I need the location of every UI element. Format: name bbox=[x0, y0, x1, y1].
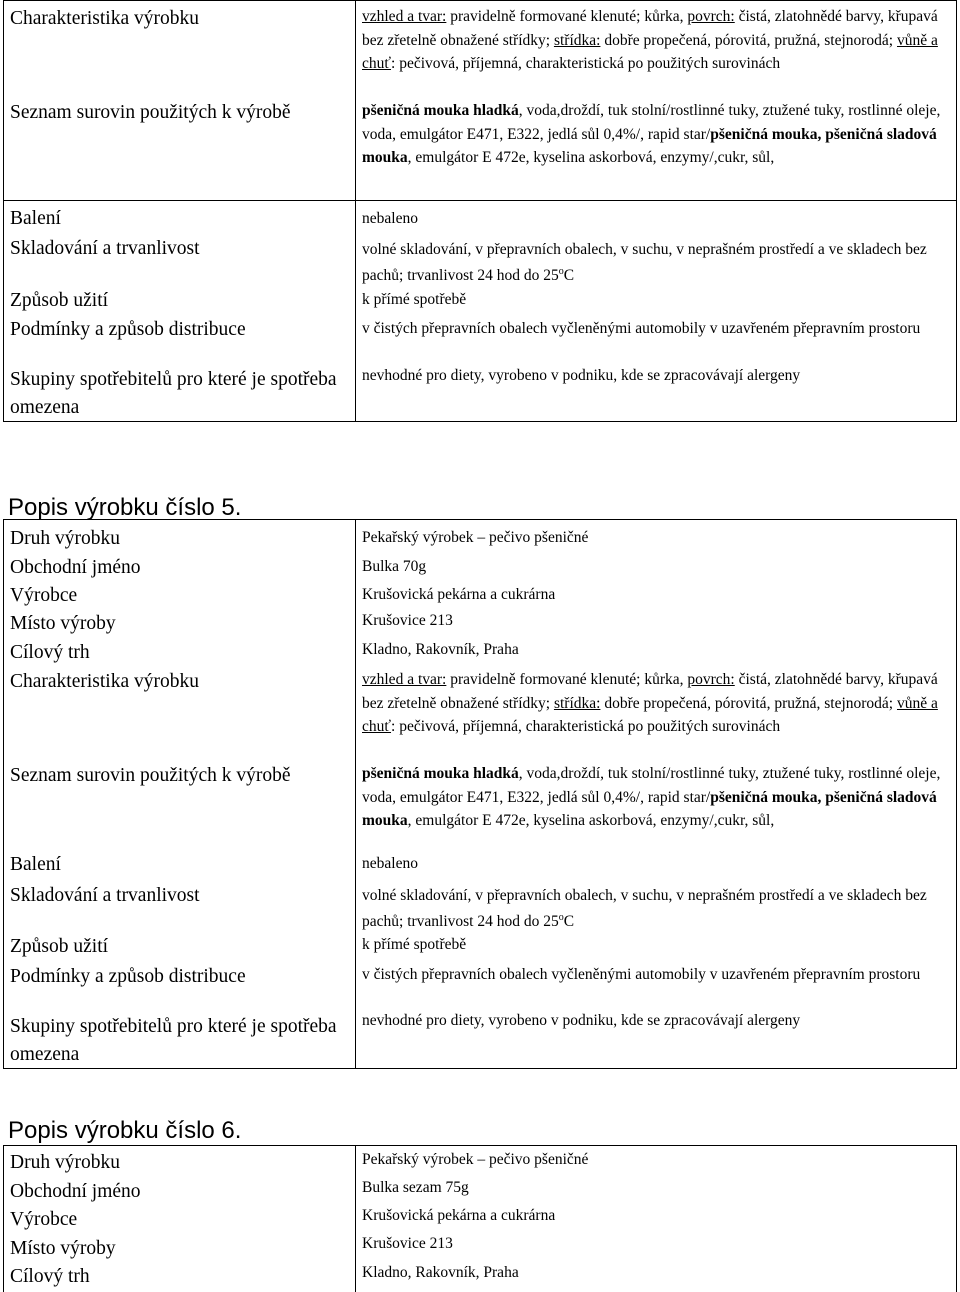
value-obchodni: Bulka sezam 75g bbox=[362, 1179, 469, 1196]
value-vyrobce: Krušovická pekárna a cukrárna bbox=[362, 1207, 556, 1224]
label-charakteristika: Charakteristika výrobku bbox=[10, 671, 199, 692]
value-obchodni: Bulka 70g bbox=[362, 558, 427, 575]
ingredient-flour: pšeničná mouka hladká bbox=[362, 102, 519, 119]
label-misto: Místo výroby bbox=[10, 1238, 116, 1259]
label-skladovani: Skladování a trvanlivost bbox=[10, 238, 200, 259]
value-skupiny: nevhodné pro diety, vyrobeno v podniku, kde se zpracovávají alergeny bbox=[362, 367, 801, 384]
label-obchodni: Obchodní jméno bbox=[10, 1181, 141, 1202]
label-podminky: Podmínky a způsob distribuce bbox=[10, 319, 246, 340]
label-misto: Místo výroby bbox=[10, 613, 116, 634]
char-vune: vůně a chuť bbox=[362, 694, 938, 735]
label-vyrobce: Výrobce bbox=[10, 585, 78, 606]
char-povrch: povrch: bbox=[687, 671, 735, 688]
char-vune: vůně a chuť bbox=[362, 31, 938, 72]
char-text-1: pravidelně formované klenuté; kůrka, bbox=[446, 671, 688, 688]
char-text-4: : pečivová, příjemná, charakteristická po použitých surovinách bbox=[391, 718, 781, 735]
value-seznam bbox=[362, 99, 952, 170]
char-vzhled: vzhled a tvar: bbox=[362, 671, 447, 688]
storage-text: volné skladování, v přepravních obalech, v suchu, v neprašném prostředí a ve skladech bez pachů; trvanlivost 24 hod do 25 bbox=[362, 887, 927, 930]
value-druh: Pekařský výrobek – pečivo pšeničné bbox=[362, 1151, 589, 1168]
char-text-3: dobře propečená, pórovitá, pružná, stejnorodá; bbox=[600, 694, 897, 712]
char-povrch: povrch: bbox=[687, 8, 735, 25]
storage-unit: C bbox=[563, 267, 575, 284]
product-table-5 bbox=[3, 519, 957, 1069]
storage-unit: C bbox=[563, 913, 575, 930]
char-text-2: čistá, zlatohnědé barvy, křupavá bez zřetelně obnažené střídky; bbox=[362, 8, 938, 49]
label-obchodni: Obchodní jméno bbox=[10, 557, 141, 578]
label-skupiny: Skupiny spotřebitelů pro které je spotřeba omezena bbox=[10, 369, 337, 418]
label-charakteristika: Charakteristika výrobku bbox=[10, 8, 199, 29]
char-text-1: pravidelně formované klenuté; kůrka, bbox=[446, 8, 688, 25]
label-baleni: Balení bbox=[10, 854, 61, 875]
product-table-4-continued bbox=[3, 0, 957, 422]
char-stridka: střídka: bbox=[553, 694, 601, 712]
ingredient-text-2: , emulgátor E 472e, kyselina askorbová, enzymy/,cukr, sůl, bbox=[407, 812, 775, 829]
label-seznam: Seznam surovin použitých k výrobě bbox=[10, 102, 291, 123]
value-podminky: v čistých přepravních obalech vyčleněnými automobily v uzavřeném přepravním prostoru bbox=[362, 320, 921, 337]
label-druh: Druh výrobku bbox=[10, 1152, 120, 1173]
label-cilovy: Cílový trh bbox=[10, 1266, 90, 1287]
value-baleni: nebaleno bbox=[362, 210, 418, 227]
value-misto: Krušovice 213 bbox=[362, 1235, 453, 1252]
label-skupiny: Skupiny spotřebitelů pro které je spotřeba omezena bbox=[10, 1016, 337, 1065]
value-vyrobce: Krušovická pekárna a cukrárna bbox=[362, 586, 556, 603]
label-skladovani: Skladování a trvanlivost bbox=[10, 885, 200, 906]
char-vzhled: vzhled a tvar: bbox=[362, 8, 447, 25]
value-charakteristika bbox=[362, 5, 952, 76]
char-text-3: dobře propečená, pórovitá, pružná, stejnorodá; bbox=[600, 31, 897, 49]
ingredient-text-1: , voda,droždí, tuk stolní/rostlinné tuky, ztužené tuky, rostlinné oleje, voda, emulgátor E471, E322, jedlá sůl 0,4%/, rapid star/ bbox=[362, 765, 941, 806]
value-cilovy: Kladno, Rakovník, Praha bbox=[362, 1264, 519, 1281]
product-table-6 bbox=[3, 1145, 957, 1292]
ingredient-flour: pšeničná mouka hladká bbox=[362, 765, 519, 782]
ingredient-text-1: , voda,droždí, tuk stolní/rostlinné tuky, ztužené tuky, rostlinné oleje, voda, emulgátor E471, E322, jedlá sůl 0,4%/, rapid star/ bbox=[362, 102, 941, 143]
value-druh: Pekařský výrobek – pečivo pšeničné bbox=[362, 529, 589, 546]
value-baleni: nebaleno bbox=[362, 855, 418, 872]
value-skladovani bbox=[362, 237, 952, 289]
value-zpusob: k přímé spotřebě bbox=[362, 936, 467, 953]
label-baleni: Balení bbox=[10, 208, 61, 229]
degree-sign: o bbox=[558, 265, 564, 277]
value-seznam bbox=[362, 762, 952, 833]
section-heading-5: Popis výrobku číslo 5. bbox=[8, 494, 242, 521]
label-seznam: Seznam surovin použitých k výrobě bbox=[10, 765, 291, 786]
section-heading-6: Popis výrobku číslo 6. bbox=[8, 1117, 242, 1144]
label-zpusob: Způsob užití bbox=[10, 290, 109, 311]
label-zpusob: Způsob užití bbox=[10, 936, 109, 957]
value-skladovani bbox=[362, 883, 952, 935]
label-podminky: Podmínky a způsob distribuce bbox=[10, 966, 246, 987]
value-misto: Krušovice 213 bbox=[362, 612, 453, 629]
degree-sign: o bbox=[558, 911, 564, 923]
value-charakteristika bbox=[362, 668, 952, 739]
ingredient-text-2: , emulgátor E 472e, kyselina askorbová, enzymy/,cukr, sůl, bbox=[407, 149, 775, 166]
storage-text: volné skladování, v přepravních obalech, v suchu, v neprašném prostředí a ve skladech bez pachů; trvanlivost 24 hod do 25 bbox=[362, 241, 927, 284]
ingredient-flour-2: pšeničná mouka, pšeničná sladová mouka bbox=[362, 125, 937, 166]
value-zpusob: k přímé spotřebě bbox=[362, 291, 467, 308]
char-text-4: : pečivová, příjemná, charakteristická po použitých surovinách bbox=[391, 55, 781, 72]
row-divider bbox=[4, 200, 956, 201]
label-druh: Druh výrobku bbox=[10, 528, 120, 549]
value-cilovy: Kladno, Rakovník, Praha bbox=[362, 641, 519, 658]
char-text-2: čistá, zlatohnědé barvy, křupavá bez zřetelně obnažené střídky; bbox=[362, 671, 938, 712]
label-vyrobce: Výrobce bbox=[10, 1209, 78, 1230]
value-skupiny: nevhodné pro diety, vyrobeno v podniku, kde se zpracovávají alergeny bbox=[362, 1012, 801, 1029]
label-cilovy: Cílový trh bbox=[10, 642, 90, 663]
char-stridka: střídka: bbox=[553, 31, 601, 49]
ingredient-flour-2: pšeničná mouka, pšeničná sladová mouka bbox=[362, 788, 937, 829]
value-podminky: v čistých přepravních obalech vyčleněnými automobily v uzavřeném přepravním prostoru bbox=[362, 966, 921, 983]
